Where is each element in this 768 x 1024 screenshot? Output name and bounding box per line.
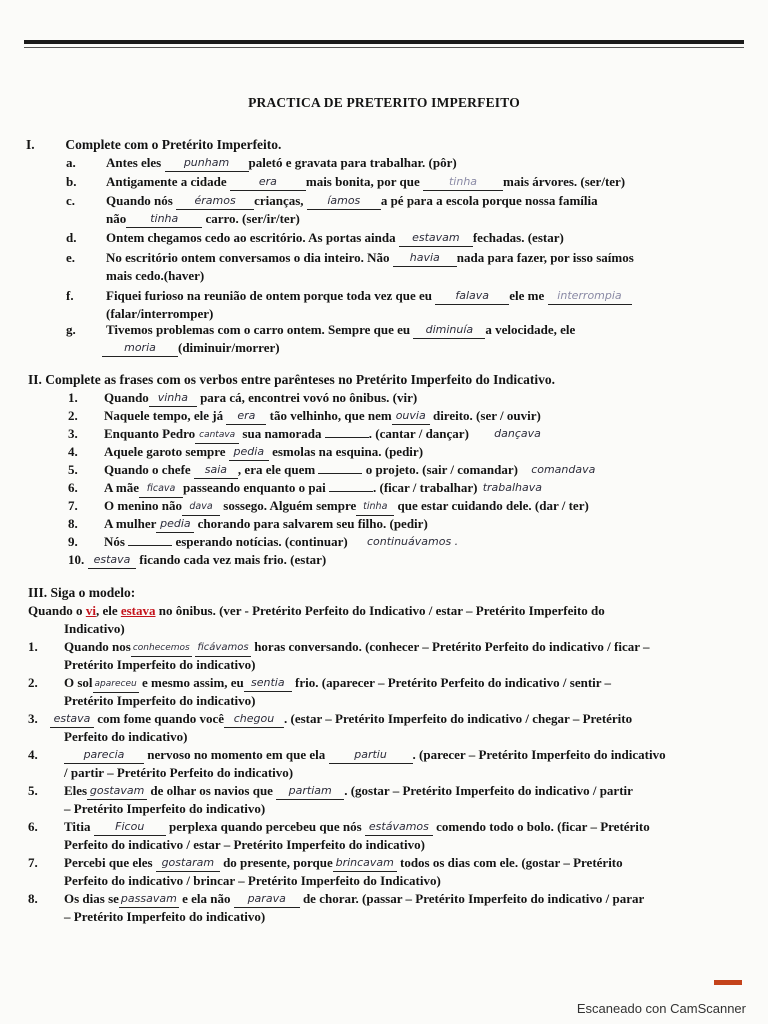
handwritten-answer: partiu xyxy=(329,747,413,764)
item-text: e mesmo assim, eu xyxy=(141,675,244,690)
item-text: , era ele quem xyxy=(237,462,316,477)
item-text: Antigamente a cidade xyxy=(106,174,227,189)
item-text: . (cantar / dançar) xyxy=(368,426,469,441)
item-text: Indicativo) xyxy=(64,621,125,636)
exercise-1g-line2 xyxy=(102,340,280,358)
handwritten-answer: diminuía xyxy=(413,322,485,339)
handwritten-answer: tinha xyxy=(423,174,503,191)
item-text: perplexa quando percebeu que nós xyxy=(169,819,362,834)
item-text: Nós xyxy=(104,534,125,549)
item-text: Aquele garoto sempre xyxy=(104,444,226,459)
item-number: 5. xyxy=(28,783,38,798)
item-text: frio. (aparecer – Pretérito Perfeito do indicativo / sentir – xyxy=(295,675,612,690)
item-text: mais árvores. (ser/ter) xyxy=(503,174,626,189)
item-text: passeando enquanto o pai xyxy=(183,480,326,495)
handwritten-answer: passavam xyxy=(119,891,179,908)
item-text: . (estar – Pretérito Imperfeito do indicativo / chegar – Pretérito xyxy=(284,711,633,726)
handwritten-answer: moria xyxy=(102,340,178,357)
item-text: Tivemos problemas com o carro ontem. Sempre que eu xyxy=(106,322,411,337)
item-text: o projeto. (sair / comandar) xyxy=(365,462,518,477)
exercise-3-1 xyxy=(28,639,650,658)
item-text: ficando cada vez mais frio. (estar) xyxy=(139,552,327,567)
item-text: Perfeito do indicativo / brincar – Pretérito Imperfeito do Indicativo) xyxy=(64,873,441,888)
handwritten-answer: estavam xyxy=(399,230,473,247)
exercise-1b xyxy=(66,174,625,192)
exercise-3-8-line2 xyxy=(64,909,265,925)
scanner-watermark: Escaneado con CamScanner xyxy=(576,1001,746,1016)
item-text: – Pretérito Imperfeito do indicativo) xyxy=(64,909,266,924)
exercise-2-3 xyxy=(68,426,543,445)
answer-blank xyxy=(318,462,362,474)
exercise-2-1 xyxy=(68,390,417,408)
exercise-1c-line2 xyxy=(106,211,300,229)
exercise-2-9 xyxy=(68,534,460,551)
handwritten-answer: ouvia xyxy=(392,408,430,425)
item-text: sossego. Alguém sempre xyxy=(223,498,357,513)
item-number: 8. xyxy=(28,891,38,906)
item-text: tão velhinho, que nem xyxy=(269,408,392,423)
handwritten-answer: tinha xyxy=(356,499,394,516)
item-text: de chorar. (passar – Pretérito Imperfeito do indicativo / parar xyxy=(302,891,645,906)
item-text: Percebi que eles xyxy=(64,855,153,870)
item-text: . (ficar / trabalhar) xyxy=(372,480,478,495)
exercise-3-6-line2 xyxy=(64,837,425,853)
exercise-2-5 xyxy=(68,462,597,480)
exercise-1e xyxy=(66,250,634,268)
section-1-label: I. xyxy=(26,137,35,152)
handwritten-answer: estava xyxy=(88,552,136,569)
item-number: b. xyxy=(66,174,77,189)
exercise-2-6 xyxy=(68,480,544,499)
item-number: 6. xyxy=(68,480,78,495)
item-text: Quando nós xyxy=(106,193,173,208)
item-text: A mulher xyxy=(104,516,157,531)
handwritten-answer: havia xyxy=(393,250,457,267)
handwritten-answer: íamos xyxy=(307,193,381,210)
exercise-3-3-line2 xyxy=(64,729,187,745)
section-2-heading: II. Complete as frases com os verbos entre parênteses no Pretérito Imperfeito do Indicativo. xyxy=(28,372,556,387)
exercise-3-4 xyxy=(28,747,666,765)
item-text: . (parecer – Pretérito Imperfeito do indicativo xyxy=(412,747,666,762)
exercise-1f xyxy=(66,288,632,306)
handwritten-answer: chegou xyxy=(224,711,284,728)
page-title: PRACTICA DE PRETERITO IMPERFEITO xyxy=(248,95,520,110)
item-text: todos os dias com ele. (gostar – Pretérito xyxy=(400,855,623,870)
model-sentence-line2 xyxy=(64,621,125,637)
item-text: Fiquei furioso na reunião de ontem porque toda vez que eu xyxy=(106,288,432,303)
item-text: Titia xyxy=(64,819,91,834)
item-text: que estar cuidando dele. (dar / ter) xyxy=(397,498,589,513)
item-number: 4. xyxy=(28,747,38,762)
exercise-2-8 xyxy=(68,516,428,534)
exercise-3-5 xyxy=(28,783,633,801)
item-text: Perfeito do indicativo) xyxy=(64,729,188,744)
item-number: 3. xyxy=(68,426,78,441)
handwritten-answer: pedia xyxy=(229,444,269,461)
item-text: a velocidade, ele xyxy=(485,322,576,337)
item-text: Enquanto Pedro xyxy=(104,426,196,441)
handwritten-answer: punham xyxy=(165,155,249,172)
item-number: c. xyxy=(66,193,76,208)
handwritten-answer: trabalhava xyxy=(482,481,543,494)
item-text: comendo todo o bolo. (ficar – Pretérito xyxy=(436,819,650,834)
handwritten-answer: parecia xyxy=(64,747,144,764)
handwritten-answer: parava xyxy=(234,891,300,908)
exercise-1a xyxy=(66,155,457,173)
item-text: Naquele tempo, ele já xyxy=(104,408,224,423)
handwritten-answer: estava xyxy=(50,711,94,728)
item-text: A mãe xyxy=(104,480,140,495)
exercise-2-10 xyxy=(68,552,326,570)
item-text: crianças, xyxy=(254,193,304,208)
handwritten-answer: interrompia xyxy=(548,288,632,305)
handwritten-answer: cantava xyxy=(195,427,239,444)
handwritten-answer: vinha xyxy=(149,390,197,407)
item-text: ele me xyxy=(509,288,545,303)
exercise-3-7 xyxy=(28,855,623,873)
item-text: (diminuir/morrer) xyxy=(178,340,280,355)
handwritten-answer: comandava xyxy=(531,463,596,476)
item-text: mais cedo.(haver) xyxy=(106,268,205,283)
item-number: 1. xyxy=(68,390,78,405)
handwritten-answer: éramos xyxy=(176,193,254,210)
item-text: . (gostar – Pretérito Imperfeito do indicativo / partir xyxy=(344,783,633,798)
highlighted-word: vi xyxy=(85,603,96,618)
exercise-1g xyxy=(66,322,575,340)
handwritten-answer: apareceu xyxy=(93,676,139,693)
exercise-3-8 xyxy=(28,891,644,909)
answer-blank xyxy=(128,534,172,546)
item-text: Antes eles xyxy=(106,155,162,170)
item-text: não xyxy=(106,211,127,226)
item-text: Perfeito do indicativo / estar – Pretérito Imperfeito do indicativo) xyxy=(64,837,425,852)
item-number: 6. xyxy=(28,819,38,834)
handwritten-answer: dava xyxy=(182,499,220,516)
item-number: f. xyxy=(66,288,74,303)
exercise-1c xyxy=(66,193,598,211)
item-number: 3. xyxy=(28,711,38,726)
exercise-3-4-line2 xyxy=(64,765,293,781)
header-rule xyxy=(24,40,744,44)
item-text: esmolas na esquina. (pedir) xyxy=(272,444,424,459)
exercise-3-3 xyxy=(28,711,632,729)
item-number: 4. xyxy=(68,444,78,459)
item-number: a. xyxy=(66,155,76,170)
handwritten-answer: sentia xyxy=(244,675,292,692)
item-text: horas conversando. (conhecer – Pretérito Perfeito do indicativo / ficar – xyxy=(254,639,650,654)
section-1-heading xyxy=(26,137,281,153)
item-number: 1. xyxy=(28,639,38,654)
section-3-heading: III. Siga o modelo: xyxy=(28,585,136,600)
handwritten-answer: Ficou xyxy=(94,819,166,836)
item-text: / partir – Pretérito Perfeito do indicativo) xyxy=(64,765,294,780)
handwritten-answer: continuávamos . xyxy=(366,535,459,548)
handwritten-answer: gostavam xyxy=(87,783,147,800)
item-text: de olhar os navios que xyxy=(150,783,273,798)
item-text: a pé para a escola porque nossa família xyxy=(380,193,598,208)
handwritten-answer: tinha xyxy=(126,211,202,228)
exercise-2-7 xyxy=(68,498,589,517)
item-text: para cá, encontrei vovó no ônibus. (vir) xyxy=(200,390,418,405)
exercise-1f-line2 xyxy=(106,306,213,322)
item-text: do presente, porque xyxy=(223,855,333,870)
item-number: 7. xyxy=(68,498,78,513)
exercise-3-6 xyxy=(28,819,650,837)
item-text: O sol xyxy=(64,675,93,690)
exercise-3-1-line2 xyxy=(64,657,255,673)
model-sentence xyxy=(28,603,605,619)
item-text: e ela não xyxy=(182,891,231,906)
handwritten-answer: saia xyxy=(194,462,238,479)
item-text: Pretérito Imperfeito do indicativo) xyxy=(64,657,256,672)
item-text: paletó e gravata para trabalhar. (pôr) xyxy=(248,155,457,170)
exercise-3-2-line2 xyxy=(64,693,255,709)
item-text: fechadas. (estar) xyxy=(472,230,564,245)
handwritten-answer: brincavam xyxy=(333,855,397,872)
answer-blank xyxy=(329,480,373,492)
item-text: sua namorada xyxy=(242,426,322,441)
item-text: mais bonita, por que xyxy=(305,174,420,189)
item-text: Quando xyxy=(104,390,149,405)
scanner-logo-mark xyxy=(714,980,742,985)
item-text: O menino não xyxy=(104,498,183,513)
item-text: esperando notícias. (continuar) xyxy=(175,534,348,549)
item-text: , ele xyxy=(95,603,118,618)
answer-blank xyxy=(325,426,369,438)
section-1-title: Complete com o Pretérito Imperfeito. xyxy=(65,137,282,152)
item-number: 5. xyxy=(68,462,78,477)
item-text: direito. (ser / ouvir) xyxy=(432,408,541,423)
item-text: Quando o xyxy=(28,603,83,618)
item-text: No escritório ontem conversamos o dia inteiro. Não xyxy=(106,250,390,265)
exercise-2-4 xyxy=(68,444,423,462)
item-text: Ontem chegamos cedo ao escritório. As portas ainda xyxy=(106,230,396,245)
exercise-1e-line2 xyxy=(106,268,204,284)
handwritten-answer: gostaram xyxy=(156,855,220,872)
handwritten-answer: ficávamos xyxy=(195,640,251,657)
item-text: Os dias se xyxy=(64,891,119,906)
exercise-1d xyxy=(66,230,564,248)
highlighted-word: estava xyxy=(120,603,156,618)
item-text: com fome quando você xyxy=(97,711,224,726)
item-text: nada para fazer, por isso saímos xyxy=(456,250,634,265)
item-text: – Pretérito Imperfeito do indicativo) xyxy=(64,801,266,816)
item-number: 8. xyxy=(68,516,78,531)
handwritten-answer: dançava xyxy=(494,427,541,440)
handwritten-answer: partiam xyxy=(276,783,344,800)
handwritten-answer: estávamos xyxy=(365,819,433,836)
handwritten-answer: era xyxy=(226,408,266,425)
item-text: nervoso no momento em que ela xyxy=(147,747,326,762)
item-text: Eles xyxy=(64,783,88,798)
exercise-2-2 xyxy=(68,408,541,426)
item-number: 9. xyxy=(68,534,78,549)
handwritten-answer: era xyxy=(230,174,306,191)
item-number: 10. xyxy=(68,552,85,567)
item-text: no ônibus. (ver - Pretérito Perfeito do Indicativo / estar – Pretérito Imperfeito do xyxy=(158,603,605,618)
exercise-3-7-line2 xyxy=(64,873,441,889)
item-number: 2. xyxy=(68,408,78,423)
handwritten-answer: conhecemos xyxy=(131,640,192,657)
item-number: 2. xyxy=(28,675,38,690)
item-text: (falar/interromper) xyxy=(106,306,214,321)
item-number: g. xyxy=(66,322,76,337)
item-text: Pretérito Imperfeito do indicativo) xyxy=(64,693,256,708)
item-number: d. xyxy=(66,230,77,245)
exercise-3-5-line2 xyxy=(64,801,265,817)
item-text: carro. (ser/ir/ter) xyxy=(205,211,300,226)
handwritten-answer: pedia xyxy=(156,516,194,533)
handwritten-answer: falava xyxy=(435,288,509,305)
item-text: Quando o chefe xyxy=(104,462,191,477)
header-rule-thin xyxy=(24,47,744,48)
handwritten-answer: ficava xyxy=(139,481,183,498)
exercise-3-2 xyxy=(28,675,611,694)
item-number: e. xyxy=(66,250,76,265)
item-number: 7. xyxy=(28,855,38,870)
item-text: chorando para salvarem seu filho. (pedir) xyxy=(197,516,428,531)
item-text: Quando nos xyxy=(64,639,131,654)
